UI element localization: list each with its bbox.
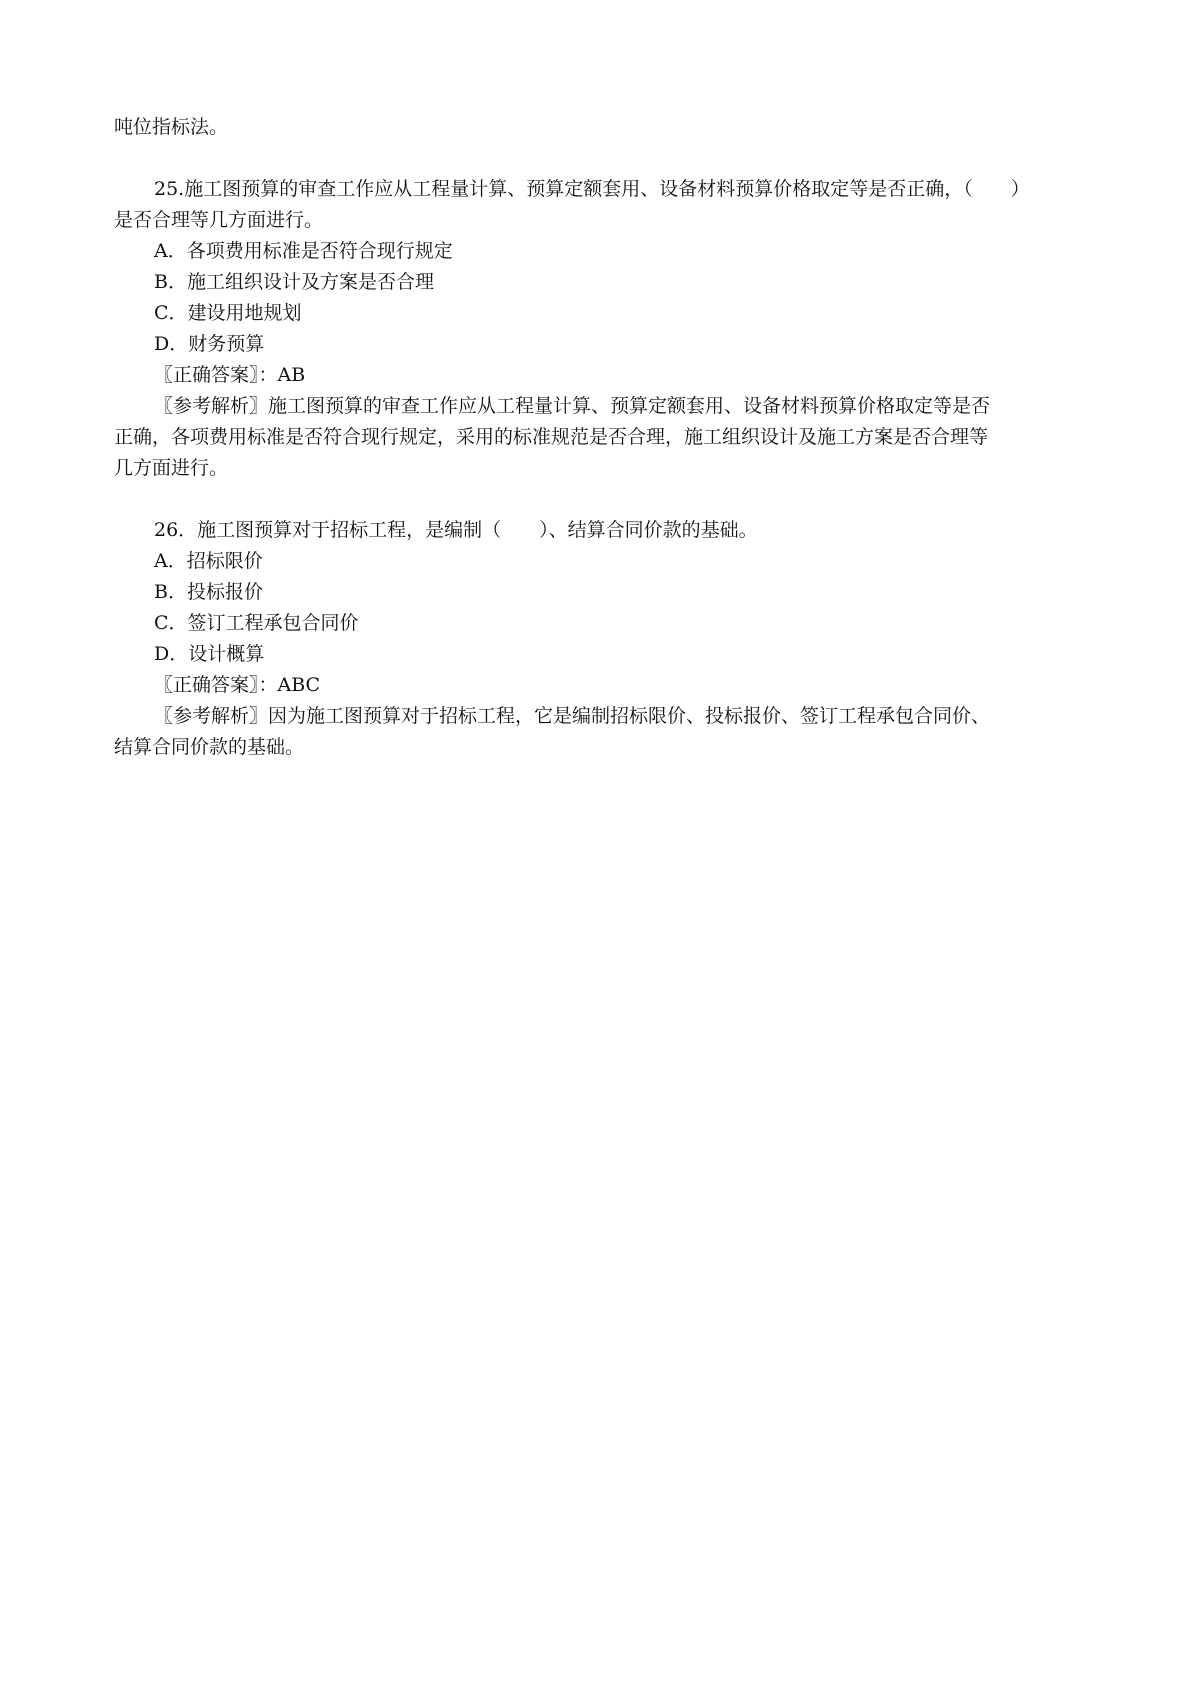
question-25-option-b: B．施工组织设计及方案是否合理 [154,271,434,293]
document-page [114,112,1084,763]
question-26-option-b: B．投标报价 [154,581,263,603]
question-25-analysis-line-2: 正确，各项费用标准是否符合现行规定，采用的标准规范是否合理，施工组织设计及施工方案是否合理等 [114,426,989,448]
spacer [114,143,1084,174]
question-26-option-a: A．招标限价 [154,550,263,572]
continuation-text: 吨位指标法。 [114,116,229,138]
question-25-analysis-line-3: 几方面进行。 [114,457,229,479]
question-26-answer: 〖正确答案〗：ABC [154,674,321,696]
question-26-option-c: C．签订工程承包合同价 [154,612,359,634]
question-26 [114,515,1084,763]
question-25-stem-line-1: 25.施工图预算的审查工作应从工程量计算、预算定额套用、设备材料预算价格取定等是否正确，（ ） [154,178,1030,200]
question-26-stem: 26．施工图预算对于招标工程，是编制（ ）、结算合同价款的基础。 [154,519,758,541]
question-26-analysis-line-2: 结算合同价款的基础。 [114,736,305,758]
question-25-answer: 〖正确答案〗：AB [154,364,306,386]
question-25-option-d: D．财务预算 [154,333,265,355]
question-25-option-c: C．建设用地规划 [154,302,302,324]
question-25-stem-line-2: 是否合理等几方面进行。 [114,209,324,231]
question-26-analysis-line-1: 〖参考解析〗因为施工图预算对于招标工程，它是编制招标限价、投标报价、签订工程承包合同价、 [154,705,991,727]
spacer [114,484,1084,515]
question-25 [114,174,1084,484]
question-25-analysis-line-1: 〖参考解析〗施工图预算的审查工作应从工程量计算、预算定额套用、设备材料预算价格取定等是否 [154,395,991,417]
question-26-option-d: D．设计概算 [154,643,265,665]
question-25-option-a: A．各项费用标准是否符合现行规定 [154,240,453,262]
